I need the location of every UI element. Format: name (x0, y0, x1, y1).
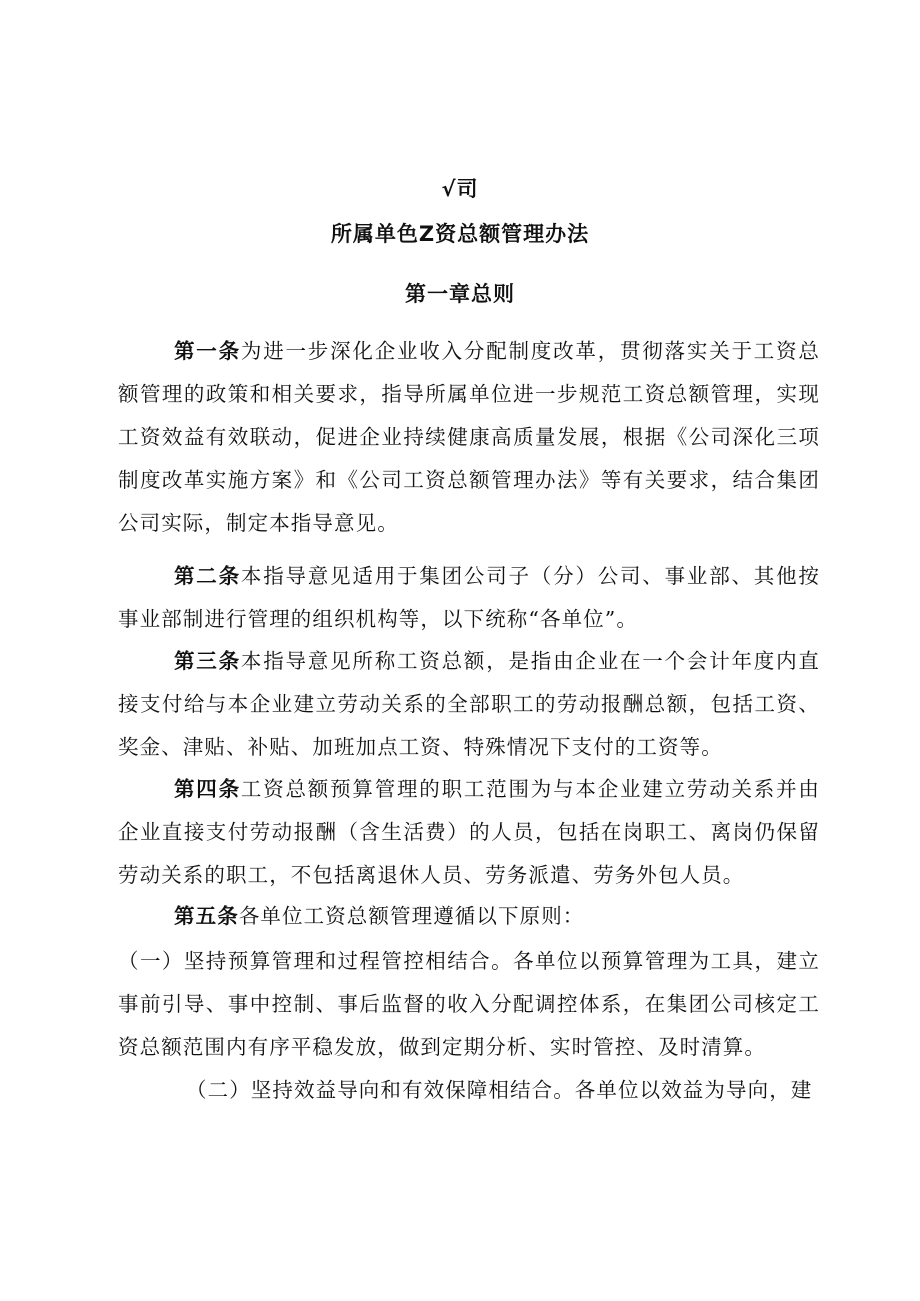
article-1-text: 为进一步深化企业收入分配制度改革，贯彻落实关于工资总额管理的政策和相关要求，指导所属单位进一步规范工资总额管理，实现工资效益有效联动，促进企业持续健康高质量发展，根据《公司深化三项制度改革实施方案》和《公司工资总额管理办法》等有关要求，结合集团公司实际，制定本指导意见。 (118, 339, 820, 535)
article-2-text: 本指导意见适用于集团公司子（分）公司、事业部、其他按事业部制进行管理的组织机构等，以下统称“各单位”。 (118, 564, 820, 631)
chapter-heading: 第一章总则 (405, 282, 515, 306)
article-2 (118, 555, 820, 641)
article-3-text: 本指导意见所称工资总额，是指由企业在一个会计年度内直接支付给与本企业建立劳动关系的全部职工的劳动报酬总额，包括工资、奖金、津贴、补贴、加班加点工资、特殊情况下支付的工资等。 (118, 649, 820, 759)
article-4-text: 工资总额预算管理的职工范围为与本企业建立劳动关系并由企业直接支付劳动报酬（含生活费）的人员，包括在岗职工、离岗仍保留劳动关系的职工，不包括离退休人员、劳务派遣、劳务外包人员。 (118, 777, 820, 887)
company-name: √司 (441, 177, 479, 201)
article-1-label: 第一条 (174, 339, 241, 363)
article-2-label: 第二条 (174, 564, 241, 588)
principle-2: （二）坚持效益导向和有效保障相结合。各单位以效益为导向，建 (186, 1078, 813, 1102)
article-5 (118, 895, 820, 938)
principle-1: （一）坚持预算管理和过程管控相结合。各单位以预算管理为工具，建立事前引导、事中控制、事后监督的收入分配调控体系，在集团公司核定工资总额范围内有序平稳发放，做到定期分析、实时管控、及时清算。 (118, 949, 820, 1059)
document-title: 所属单色Z资总额管理办法 (330, 222, 590, 246)
article-1 (118, 330, 820, 545)
article-3 (118, 640, 820, 769)
article-3-label: 第三条 (174, 649, 241, 673)
article-4 (118, 768, 820, 897)
article-5-text: 各单位工资总额管理遵循以下原则： (238, 904, 585, 928)
article-4-label: 第四条 (174, 777, 241, 801)
article-5-label: 第五条 (174, 904, 239, 928)
